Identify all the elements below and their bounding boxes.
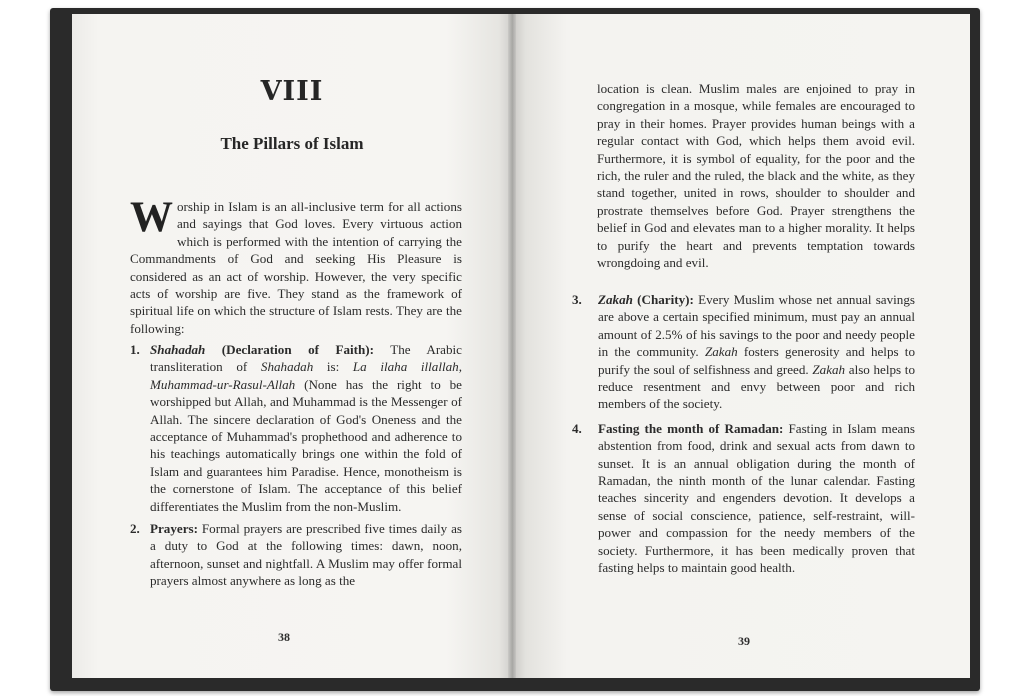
- item-number: 2.: [130, 521, 140, 537]
- item-heading: Fasting the month of Ramadan:: [598, 420, 784, 436]
- left-page: [72, 14, 512, 678]
- item-text: is:: [313, 359, 353, 375]
- item-term-inline: Zakah: [812, 361, 846, 377]
- item-number: 1.: [130, 342, 140, 357]
- chapter-number: VIII: [260, 76, 324, 107]
- transliteration: La ilaha illallah, Muhammad-ur-Rasul-Allah: [150, 359, 462, 392]
- item-term-inline: Zakah: [704, 344, 738, 360]
- right-page: [512, 14, 970, 678]
- pillars-list-right: [572, 291, 915, 584]
- item-number: 4.: [572, 420, 582, 436]
- page-number-left: 38: [278, 630, 290, 644]
- continuation-paragraph: location is clean. Muslim males are enjoined to pray in congregation in a mosque, while females are encouraged to pray in their homes. Prayer provides human beings with a regular contact with God, which helps them avoid evil. Furthermore, it is symbol of equality, for the poor and the rich, the ruler and the ruled, the black and the white, as they stand together, united in rows, shoulder to shoulder and prostrate themselves before God. Prayer strengthens the belief in God and elevates man to a higher morality. It helps to purify the heart and prevents temptation towards wrongdoing and evil.: [597, 81, 915, 271]
- item-term: Zakah: [598, 292, 633, 307]
- item-heading: Prayers:: [150, 521, 198, 537]
- intro-paragraph: [130, 194, 462, 337]
- item-number: 3.: [572, 292, 582, 307]
- item-text: The Arabic transliteration of: [150, 342, 462, 375]
- item-text: Every Muslim whose net annual savings are above a certain specified minimum, must pay an annual amount of 2.5% of his savings to the poor and needy people in the community.: [598, 292, 915, 360]
- item-text: (None has the right to be worshipped but Allah, and Muhammad is the Messenger of Allah. The sincere declaration of God's Oneness and the acceptance of Muhammad's prophethood and adherence to his teachings automatically brings one within the fold of Islam and guarantees him Paradise. Hence, monotheism is the cornerstone of Islam. The acceptance of this belief differentiates the Muslim from the non-Muslim.: [150, 376, 462, 514]
- book-spine-gutter: [508, 14, 516, 678]
- item-heading: (Declaration of Faith):: [205, 342, 375, 357]
- item-text: Fasting in Islam means abstention from food, drink and sexual acts from dawn to sunset. It is an annual obligation during the month of Ramadan, the ninth month of the lunar calendar. Fasting teaches sincerity and engenders devotion. It develops a sense of social conscience, patience, self-restraint, will-power and compassion for the needy members of the society. Furthermore, it has been medically proven that fasting helps to maintain good health.: [598, 420, 915, 576]
- item-text: fosters generosity and helps to purify the soul of selfishness and greed.: [598, 344, 915, 377]
- list-item-shahadah: [130, 341, 462, 515]
- list-item-zakah: [572, 291, 915, 413]
- intro-text: orship in Islam is an all-inclusive term for all actions and sayings that God loves. Every virtuous action which is performed with the intention of carrying the Commandments of God and seeking His Pleasure is considered as an act of worship. However, the very specific acts of worship are five. They stand as the framework of spiritual life on which the structure of Islam rests. They are the following:: [130, 199, 462, 336]
- pillars-list-left: [130, 341, 462, 595]
- item-text: also helps to reduce resentment and envy between poor and rich members of the society.: [598, 361, 915, 412]
- item-text: Formal prayers are prescribed five times daily as a duty to God at the following times: dawn, noon, afternoon, sunset and nightfall. A Muslim may offer formal prayers almost anywhere as long as the: [150, 521, 462, 589]
- list-item-prayers: [130, 520, 462, 590]
- item-term-inline: Shahadah: [260, 359, 314, 375]
- drop-cap: W: [130, 194, 173, 241]
- chapter-title: The Pillars of Islam: [220, 134, 364, 153]
- item-heading: (Charity):: [632, 292, 694, 307]
- list-item-fasting: [572, 420, 915, 577]
- item-term: Shahadah: [150, 342, 206, 357]
- page-number-right: 39: [738, 634, 750, 648]
